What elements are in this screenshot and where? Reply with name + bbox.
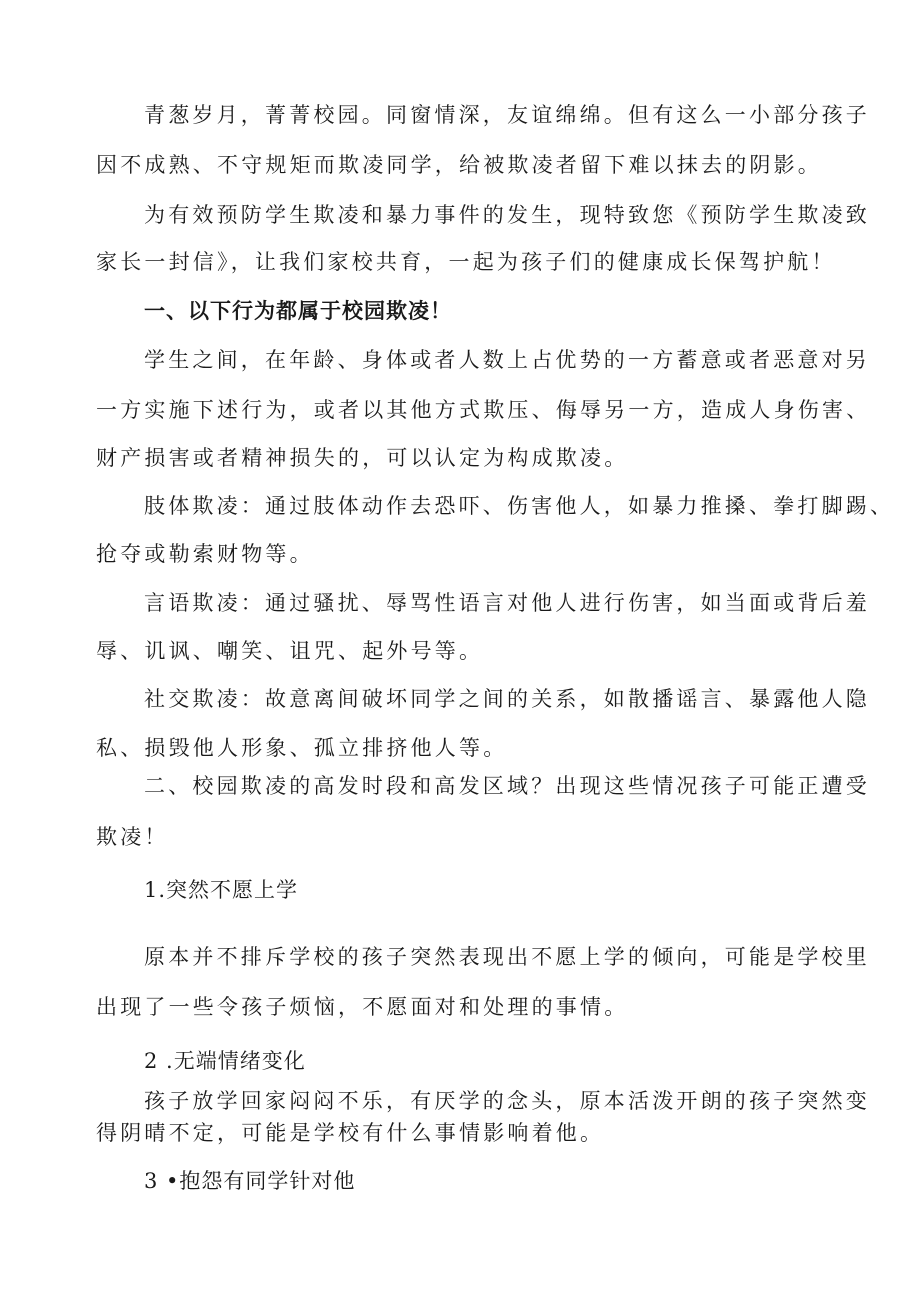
item-2-text-line-2: 得阴晴不定，可能是学校有什么事情影响着他。 (96, 1121, 605, 1145)
paragraph-definition-line-1: 学生之间，在年龄、身体或者人数上占优势的一方蓄意或者恶意对另 (144, 348, 870, 372)
item-2-title: 2 .无端情绪变化 (144, 1049, 306, 1073)
paragraph-physical-line-1: 肢体欺凌：通过肢体动作去恐吓、伤害他人，如暴力推搡、拳打脚踢、 (144, 494, 895, 518)
section-1-heading: 一、以下行为都属于校园欺凌！ (144, 299, 452, 323)
item-1-text-line-1: 原本并不排斥学校的孩子突然表现出不愿上学的倾向，可能是学校里 (144, 945, 870, 969)
item-1-title: 1.突然不愿上学 (144, 878, 299, 902)
paragraph-intro-line-2: 因不成熟、不守规矩而欺凌同学，给被欺凌者留下难以抹去的阴影。 (96, 153, 822, 177)
paragraph-purpose-line-1: 为有效预防学生欺凌和暴力事件的发生，现特致您《预防学生欺凌致 (144, 203, 870, 227)
paragraph-social-line-1: 社交欺凌：故意离间破坏同学之间的关系，如散播谣言、暴露他人隐 (144, 687, 870, 711)
paragraph-purpose-line-2: 家长一封信》，让我们家校共育，一起为孩子们的健康成长保驾护航！ (96, 250, 836, 274)
paragraph-social-line-2: 私、损毁他人形象、孤立排挤他人等。 (96, 736, 508, 760)
paragraph-intro-line-1: 青葱岁月，菁菁校园。同窗情深，友谊绵绵。但有这么一小部分孩子 (144, 103, 870, 127)
paragraph-verbal-line-1: 言语欺凌：通过骚扰、辱骂性语言对他人进行伤害，如当面或背后羞 (144, 591, 870, 615)
paragraph-definition-line-2: 一方实施下述行为，或者以其他方式欺压、侮辱另一方，造成人身伤害、 (96, 398, 871, 422)
item-3-title: 3 •抱怨有同学针对他 (144, 1169, 356, 1193)
item-1-text-line-2: 出现了一些令孩子烦恼，不愿面对和处理的事情。 (96, 995, 629, 1019)
paragraph-physical-line-2: 抢夺或勒索财物等。 (96, 542, 314, 566)
paragraph-definition-line-3: 财产损害或者精神损失的，可以认定为构成欺凌。 (96, 446, 629, 470)
paragraph-verbal-line-2: 辱、讥讽、嘲笑、诅咒、起外号等。 (96, 639, 484, 663)
section-2-heading-line-1: 二、校园欺凌的高发时段和高发区域？出现这些情况孩子可能正遭受 (144, 774, 870, 798)
item-2-text-line-1: 孩子放学回家闷闷不乐，有厌学的念头，原本活泼开朗的孩子突然变 (144, 1089, 870, 1113)
section-2-heading-line-2: 欺凌！ (96, 825, 169, 849)
